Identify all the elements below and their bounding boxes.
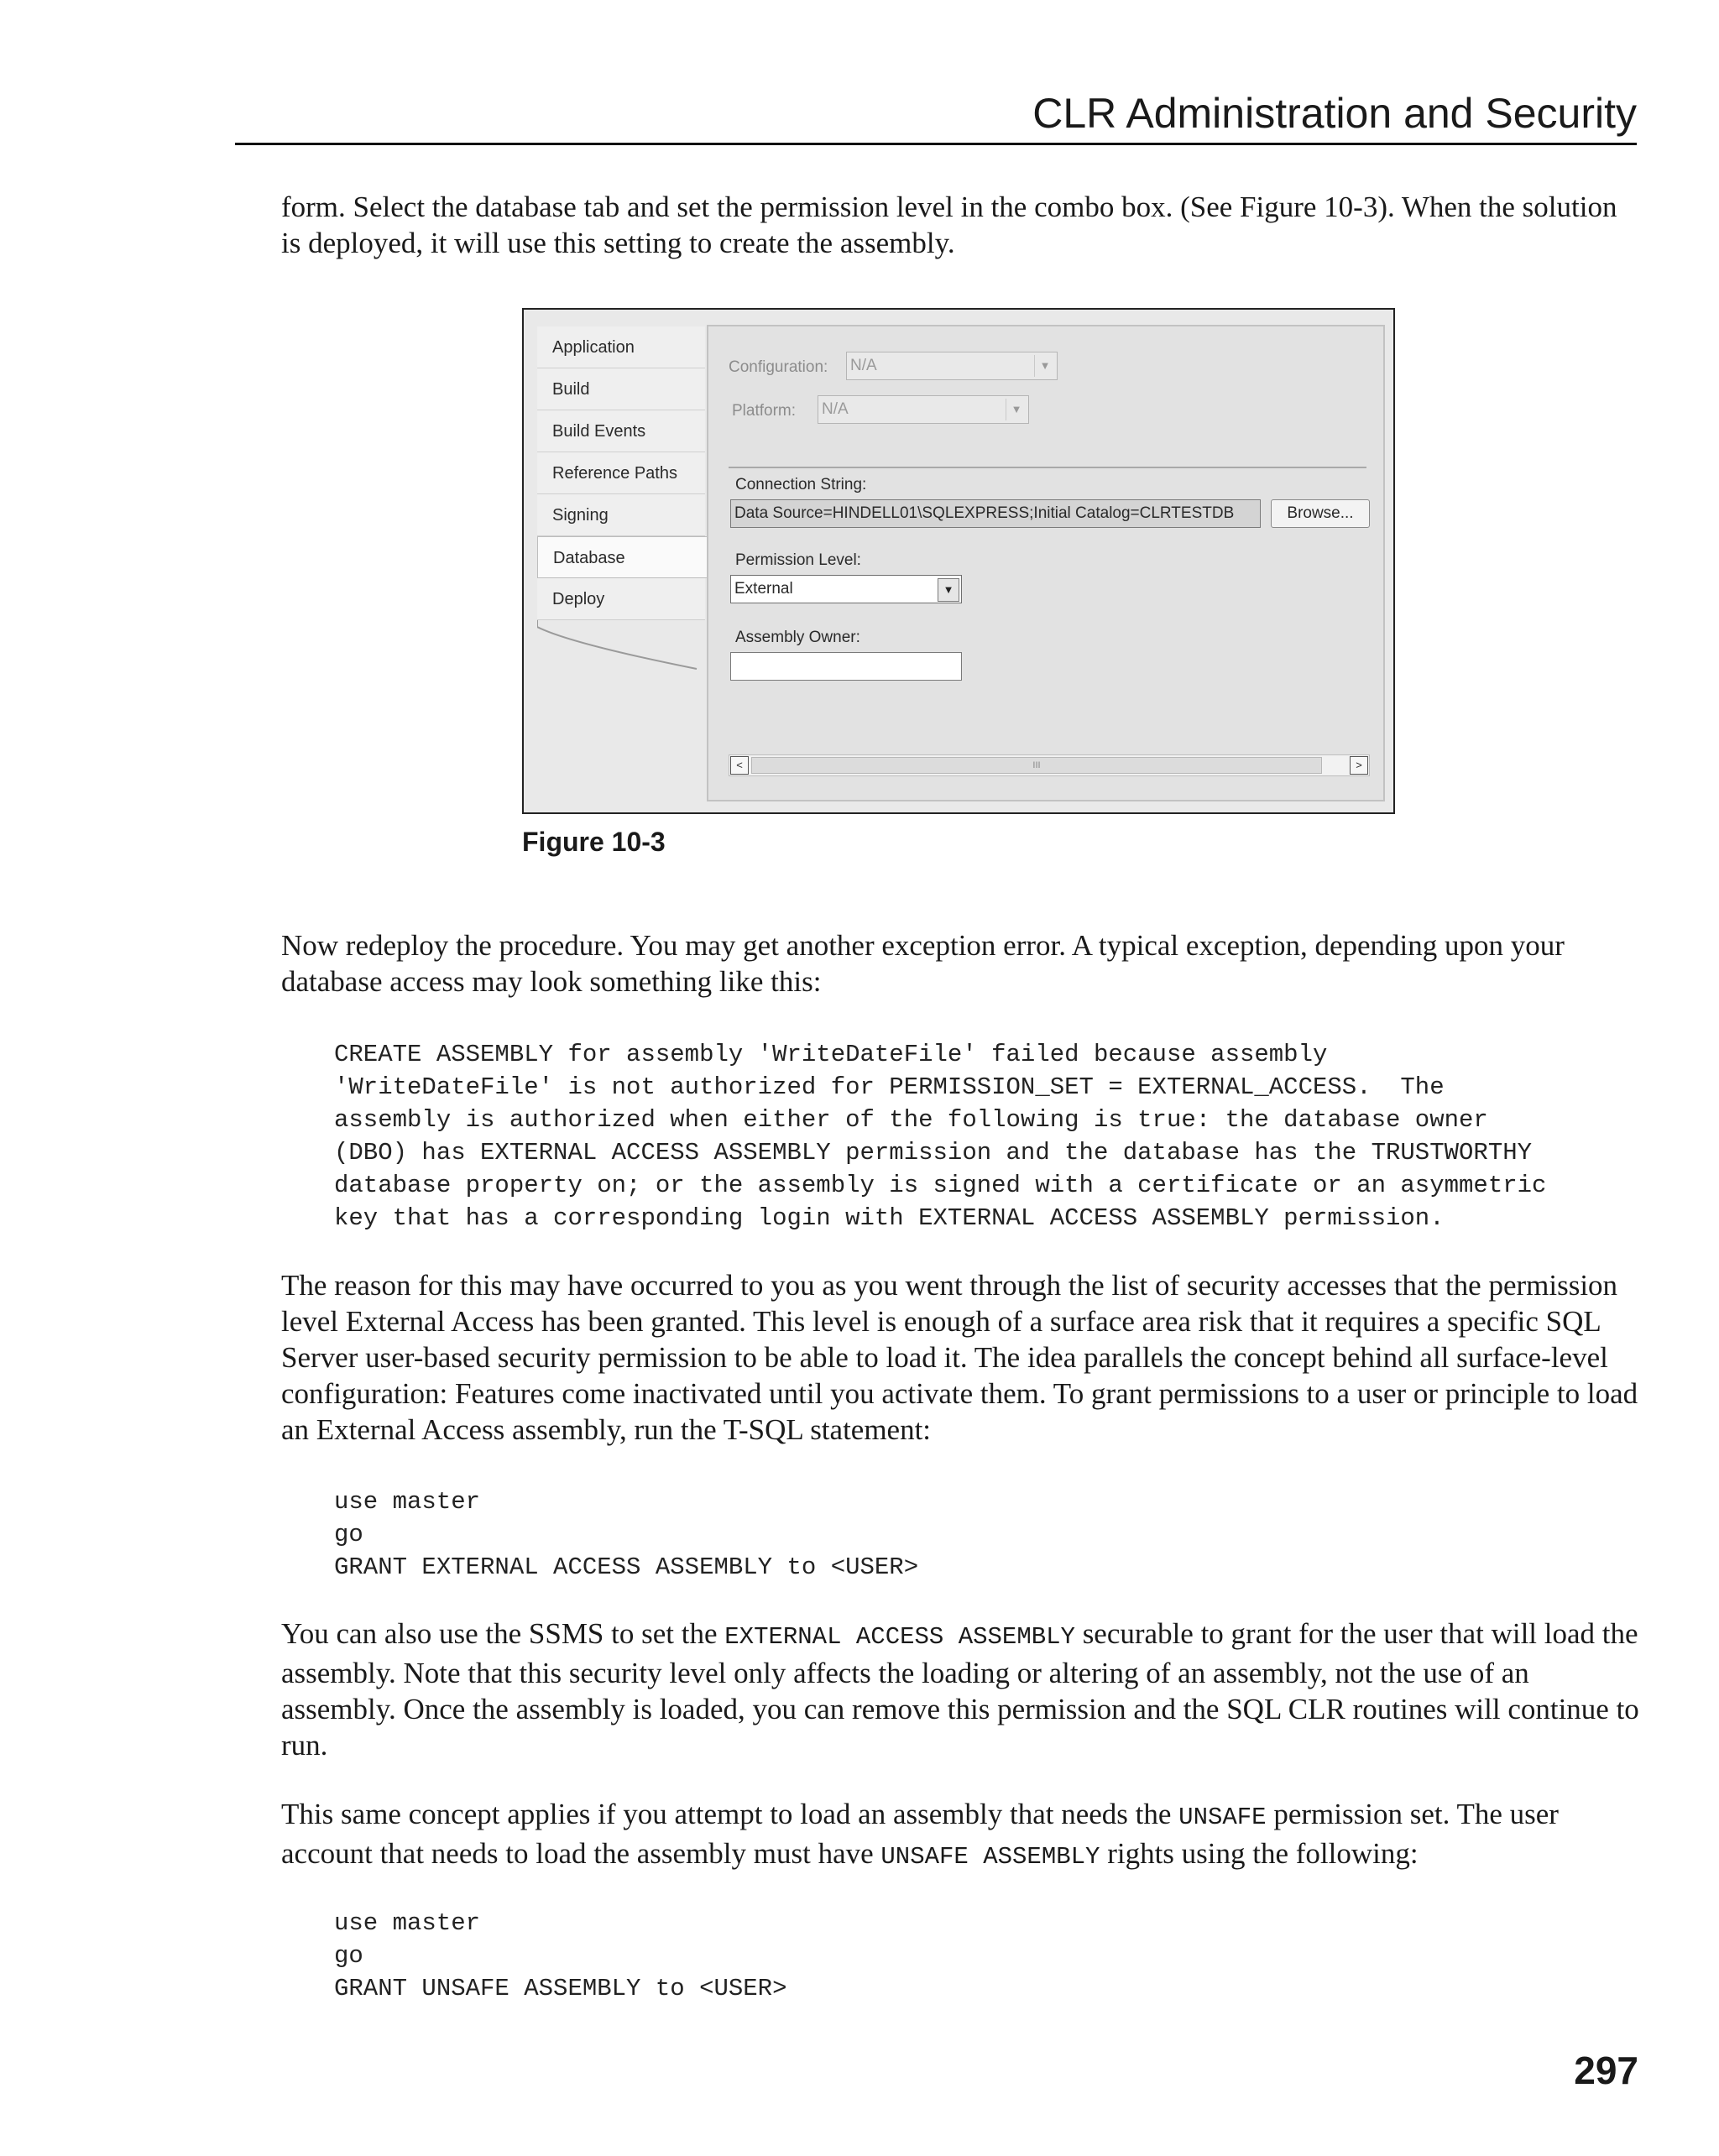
exception-code-block: CREATE ASSEMBLY for assembly 'WriteDateFile' failed because assembly 'WriteDateFile' is not authorized for PERMISSION_SET = EXTERNAL_ACCESS. The assembly is authorized when either of the following is true: the database owner (DBO) has EXTERNAL ACCESS ASSEMBLY permission and the database has the TRUSTWORTHY database property on; or the assembly is signed with a certificate or an asymmetric key that has a corresponding login with EXTERNAL ACCESS ASSEMBLY permission. xyxy=(334,1041,1547,1232)
tab-signing[interactable]: Signing xyxy=(537,494,705,536)
platform-label: Platform: xyxy=(732,402,797,420)
tab-application[interactable]: Application xyxy=(537,326,705,368)
chevron-down-icon: ▼ xyxy=(1034,355,1055,377)
chevron-down-icon: ▼ xyxy=(938,578,959,602)
configuration-value: N/A xyxy=(850,357,877,374)
tab-reference-paths[interactable]: Reference Paths xyxy=(537,452,705,494)
figure-caption: Figure 10-3 xyxy=(522,827,666,857)
browse-button[interactable]: Browse... xyxy=(1271,499,1370,528)
unsafe-text-a: This same concept applies if you attempt to load an assembly that needs the xyxy=(281,1798,1179,1830)
tab-build[interactable]: Build xyxy=(537,368,705,410)
tab-deploy[interactable]: Deploy xyxy=(537,578,705,620)
assembly-owner-label: Assembly Owner: xyxy=(735,629,860,646)
running-header: CLR Administration and Security xyxy=(235,84,1637,145)
permission-level-select[interactable] xyxy=(730,575,962,603)
grant-external-code-block: use master go GRANT EXTERNAL ACCESS ASSEMBLY to <USER> xyxy=(334,1488,919,1581)
ssms-text-a: You can also use the SSMS to set the xyxy=(281,1617,725,1650)
inline-code-unsafe-assembly: UNSAFE ASSEMBLY xyxy=(880,1843,1100,1871)
scroll-left-icon[interactable]: < xyxy=(730,756,749,775)
chevron-down-icon: ▼ xyxy=(1006,399,1027,420)
separator xyxy=(729,467,1366,468)
tab-strip-tail xyxy=(537,620,713,671)
ssms-text-b: securable to grant for the user that will load the assembly. Note that this security level only affects the loading or altering of an assembly, not the use of an assembly. Once the assembly is loaded, you can remove this permission and the SQL CLR routines will continue to run. xyxy=(281,1617,1639,1762)
database-settings-panel xyxy=(707,325,1385,801)
tab-database[interactable]: Database xyxy=(537,536,713,578)
platform-value: N/A xyxy=(822,400,849,418)
horizontal-scrollbar[interactable] xyxy=(729,754,1370,776)
ssms-paragraph xyxy=(281,1616,1641,1763)
project-properties-figure xyxy=(522,308,1395,814)
connection-string-input[interactable]: Data Source=HINDELL01\SQLEXPRESS;Initial Catalog=CLRTESTDB xyxy=(730,499,1261,528)
inline-code-external: EXTERNAL ACCESS ASSEMBLY xyxy=(724,1623,1075,1651)
scroll-thumb[interactable]: III xyxy=(751,757,1322,774)
redeploy-paragraph: Now redeploy the procedure. You may get another exception error. A typical exception, depending upon your database access may look something like this: xyxy=(281,929,1565,998)
unsafe-text-c: rights using the following: xyxy=(1100,1837,1419,1870)
permission-level-label: Permission Level: xyxy=(735,551,861,569)
inline-code-unsafe: UNSAFE xyxy=(1178,1804,1267,1831)
scroll-right-icon[interactable]: > xyxy=(1350,756,1368,775)
grant-unsafe-code-block: use master go GRANT UNSAFE ASSEMBLY to <USER> xyxy=(334,1909,787,2002)
configuration-label: Configuration: xyxy=(729,358,828,376)
intro-paragraph: form. Select the database tab and set the permission level in the combo box. (See Figure 10-3). When the solution is deployed, it will use this setting to create the assembly. xyxy=(281,191,1617,259)
unsafe-text-b: permission set. The user account that needs to load the assembly must have xyxy=(281,1798,1559,1870)
configuration-select[interactable] xyxy=(846,352,1058,380)
tab-build-events[interactable]: Build Events xyxy=(537,410,705,452)
platform-select[interactable] xyxy=(818,395,1029,424)
permission-level-value: External xyxy=(734,580,793,598)
assembly-owner-input[interactable] xyxy=(730,652,962,681)
reason-paragraph: The reason for this may have occurred to you as you went through the list of security accesses that the permission level External Access has been granted. This level is enough of a surface area risk that it requires a specific SQL Server user-based security permission to be able to load it. The idea parallels the concept behind all surface-level configuration: Features come inactivated until you activate them. To grant permissions to a user or principle to load an External Access assembly, run the T-SQL statement: xyxy=(281,1269,1638,1446)
page-number: 297 xyxy=(1574,2049,1638,2092)
tab-list xyxy=(537,326,705,620)
connection-string-label: Connection String: xyxy=(735,476,867,493)
unsafe-paragraph xyxy=(281,1796,1641,1875)
